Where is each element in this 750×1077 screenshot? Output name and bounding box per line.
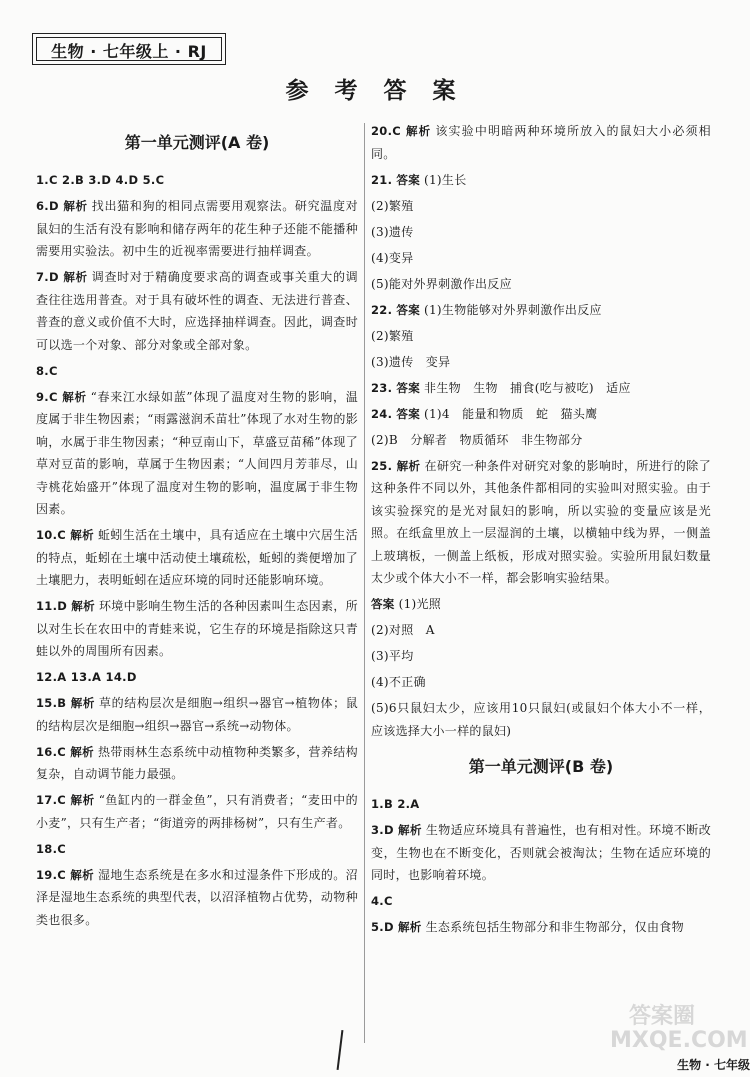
- answer-item: [371, 793, 711, 816]
- answer-item: [36, 741, 358, 786]
- question-number: 21.: [371, 172, 393, 187]
- header-badge: [32, 33, 226, 65]
- question-number: 3.D: [371, 823, 394, 837]
- question-number: 9.C: [36, 389, 58, 404]
- answer-text: (2)繁殖: [371, 328, 414, 343]
- question-number: 17.C: [36, 793, 67, 807]
- answer-list-b: [371, 793, 711, 939]
- answer-item: [36, 524, 358, 592]
- answer-text: (3)遗传: [371, 224, 414, 239]
- question-number: 1.B 2.A: [371, 797, 420, 811]
- pen-mark: [337, 1030, 344, 1070]
- answer-tag: 解析: [70, 867, 94, 882]
- answer-text: 环境中影响生物生活的各种因素叫生态因素，所以对生长在农田中的青蛙来说，它生存的环境是指除这只青蛙以外的周围所有因素。: [36, 599, 358, 658]
- answer-text: 该实验中明暗两种环境所放入的鼠妇大小必须相同。: [371, 124, 711, 161]
- question-number: 16.C: [36, 744, 67, 759]
- answer-text: 生态系统包括生物部分和非生物部分，仅由食物: [425, 920, 684, 934]
- answer-text: (3)平均: [371, 649, 414, 663]
- answer-tag: 解析: [398, 823, 422, 837]
- answer-tag: 解析: [70, 744, 94, 759]
- answer-tag: 答案: [396, 302, 421, 317]
- question-number: 8.C: [36, 363, 58, 378]
- answer-tag: 解析: [70, 528, 94, 542]
- answer-item: [36, 666, 358, 689]
- answer-item: [371, 819, 711, 887]
- answer-item: [371, 697, 711, 742]
- answer-text: (5)能对外界刺激作出反应: [371, 276, 512, 291]
- answer-text: “鱼缸内的一群金鱼”，只有消费者；“麦田中的小麦”，只有生产者；“街道旁的两排杨树”，只有生产者。: [36, 793, 358, 830]
- answer-list-a: [36, 169, 358, 931]
- question-number: 4.C: [371, 894, 393, 908]
- watermark-logo: [610, 1004, 748, 1053]
- answer-item: [371, 619, 711, 642]
- answer-item: [371, 890, 711, 913]
- answer-text: 湿地生态系统是在多水和过湿条件下形成的。沼泽是湿地生态系统的典型代表，以沼泽植物占优势，动物种类也很多。: [36, 867, 358, 927]
- question-number: 19.C: [36, 867, 67, 882]
- answer-item: [371, 593, 711, 616]
- answer-item: [371, 195, 711, 218]
- column-divider: [364, 123, 365, 1043]
- answer-item: [36, 195, 358, 263]
- answer-item: [371, 221, 711, 244]
- question-number: 1.C 2.B 3.D 4.D 5.C: [36, 173, 165, 187]
- answer-tag: 答案: [396, 380, 421, 395]
- answer-tag: 答案: [396, 406, 421, 421]
- answer-item: [371, 351, 711, 374]
- answer-text: (2)B 分解者 物质循环 非生物部分: [371, 432, 583, 447]
- question-number: 15.B: [36, 696, 67, 710]
- answer-tag: 答案: [396, 172, 421, 187]
- answer-item: [371, 273, 711, 296]
- answer-item: [36, 169, 358, 192]
- answer-text: 在研究一种条件对研究对象的影响时，所进行的除了这种条件不同以外，其他条件都相同的实验叫对照实验。由于该实验探究的是光对鼠妇的影响，所以实验的变量应该是光照。在纸盒里放上一层湿润的土壤，以横轴中线为界，一侧盖上玻璃板，一侧盖上纸板，形成对照实验。实验所用鼠妇数量太少或个体大小不一样，都会影响实验结果。: [371, 458, 711, 585]
- answer-item: [36, 789, 358, 834]
- question-number: 11.D: [36, 599, 68, 613]
- answer-text: (2)对照 A: [371, 623, 435, 637]
- question-number: 20.C: [371, 124, 402, 138]
- answer-item: [36, 386, 358, 521]
- answer-tag: 解析: [62, 389, 87, 404]
- answer-list-a-continued: [371, 120, 711, 742]
- answer-text: (1)4 能量和物质 蛇 猫头鹰: [424, 406, 598, 421]
- answer-text: 找出猫和狗的相同点需要用观察法。研究温度对鼠妇的生活有没有影响和储存两年的花生种子还能不能播种需要用实验法。初中生的近视率需要进行抽样调查。: [36, 199, 358, 258]
- answer-text: 生物适应环境具有普遍性，也有相对性。环境不断改变，生物也在不断变化，否则就会被淘汰；生物在适应环境的同时，也影响着环境。: [371, 823, 711, 882]
- answer-text: (4)不正确: [371, 675, 426, 689]
- answer-text: (5)6只鼠妇太少，应该用10只鼠妇(或鼠妇个体大小不一样，应该选择大小一样的鼠妇): [371, 701, 711, 738]
- answer-text: (4)变异: [371, 250, 414, 265]
- watermark-text: 答案圈 MXQE.COM: [610, 1004, 748, 1053]
- answer-item: [371, 377, 711, 400]
- answer-tag: 解析: [70, 696, 96, 710]
- answer-item: [36, 595, 358, 663]
- answer-item: [36, 864, 358, 932]
- answer-text: (3)遗传 变异: [371, 354, 451, 369]
- answer-item: [371, 429, 711, 452]
- answer-item: [36, 838, 358, 861]
- answer-text: (1)光照: [398, 597, 442, 611]
- answer-item: [36, 692, 358, 737]
- page-title: 参 考 答 案: [285, 78, 465, 104]
- question-number: 25.: [371, 458, 393, 473]
- answer-tag: 解析: [397, 920, 422, 934]
- answer-item: [36, 360, 358, 383]
- answer-text: (1)生长: [424, 172, 467, 187]
- answer-tag: 解析: [63, 270, 88, 284]
- answer-text: 调查时对于精确度要求高的调查或事关重大的调查往往选用普查。对于具有破坏性的调查、无法进行普查、普查的意义或价值不大时，应选择抽样调查。因此，调查时可以选一个对象、部分对象或全部对象。: [36, 270, 358, 352]
- question-number: 22.: [371, 302, 393, 317]
- answer-item: [371, 645, 711, 668]
- answer-item: [371, 325, 711, 348]
- answer-text: (2)繁殖: [371, 198, 414, 213]
- question-number: 24.: [371, 406, 393, 421]
- answer-item: [371, 120, 711, 165]
- question-number: 5.D: [371, 920, 394, 934]
- question-number: 23.: [371, 380, 393, 395]
- question-number: 10.C: [36, 528, 67, 542]
- answer-text: 草的结构层次是细胞→组织→器官→植物体；鼠的结构层次是细胞→组织→器官→系统→动物体。: [36, 696, 358, 733]
- answer-item: [371, 916, 711, 939]
- answer-item: [371, 455, 711, 590]
- right-column: [371, 120, 711, 942]
- question-number: 6.D: [36, 199, 59, 213]
- answer-tag: 解析: [71, 599, 95, 613]
- section-title-a: 第一单元测评(A 卷): [124, 133, 270, 152]
- question-number: 12.A 13.A 14.D: [36, 670, 137, 684]
- header-label: 生物 · 七年级上 · RJ: [51, 42, 207, 61]
- answer-tag: 解析: [70, 793, 95, 807]
- answer-text: (1)生物能够对外界刺激作出反应: [424, 302, 602, 317]
- answer-tag: 答案: [371, 597, 395, 611]
- answer-tag: 解析: [63, 199, 88, 213]
- answer-item: [371, 247, 711, 270]
- answer-item: [371, 671, 711, 694]
- answer-item: [36, 266, 358, 356]
- answer-item: [371, 403, 711, 426]
- answer-text: 蚯蚓生活在土壤中，具有适应在土壤中穴居生活的特点，蚯蚓在土壤中活动使土壤疏松，蚯蚓的粪便增加了土壤肥力，表明蚯蚓在适应环境的同时还能影响环境。: [36, 528, 358, 587]
- answer-text: 热带雨林生态系统中动植物种类繁多，营养结构复杂，自动调节能力最强。: [36, 744, 358, 781]
- answer-tag: 解析: [396, 458, 421, 473]
- answer-text: “春来江水绿如蓝”体现了温度对生物的影响，温度属于非生物因素；“雨露滋润禾苗壮”体现了水对生物的影响，水属于非生物因素；“种豆南山下，草盛豆苗稀”体现了草对豆苗的影响，草属于生物因素；“人间四月芳菲尽，山寺桃花始盛开”体现了温度对生物的影响，温度属于非生物因素。: [36, 389, 358, 516]
- question-number: 7.D: [36, 270, 59, 284]
- section-title-b: 第一单元测评(B 卷): [468, 757, 614, 776]
- answer-tag: 解析: [406, 124, 432, 138]
- left-column: [36, 120, 358, 935]
- answer-text: 非生物 生物 捕食(吃与被吃) 适应: [424, 380, 631, 395]
- answer-item: [371, 169, 711, 192]
- answer-item: [371, 299, 711, 322]
- footer-label: 生物 · 七年级: [677, 1058, 750, 1072]
- question-number: 18.C: [36, 841, 67, 856]
